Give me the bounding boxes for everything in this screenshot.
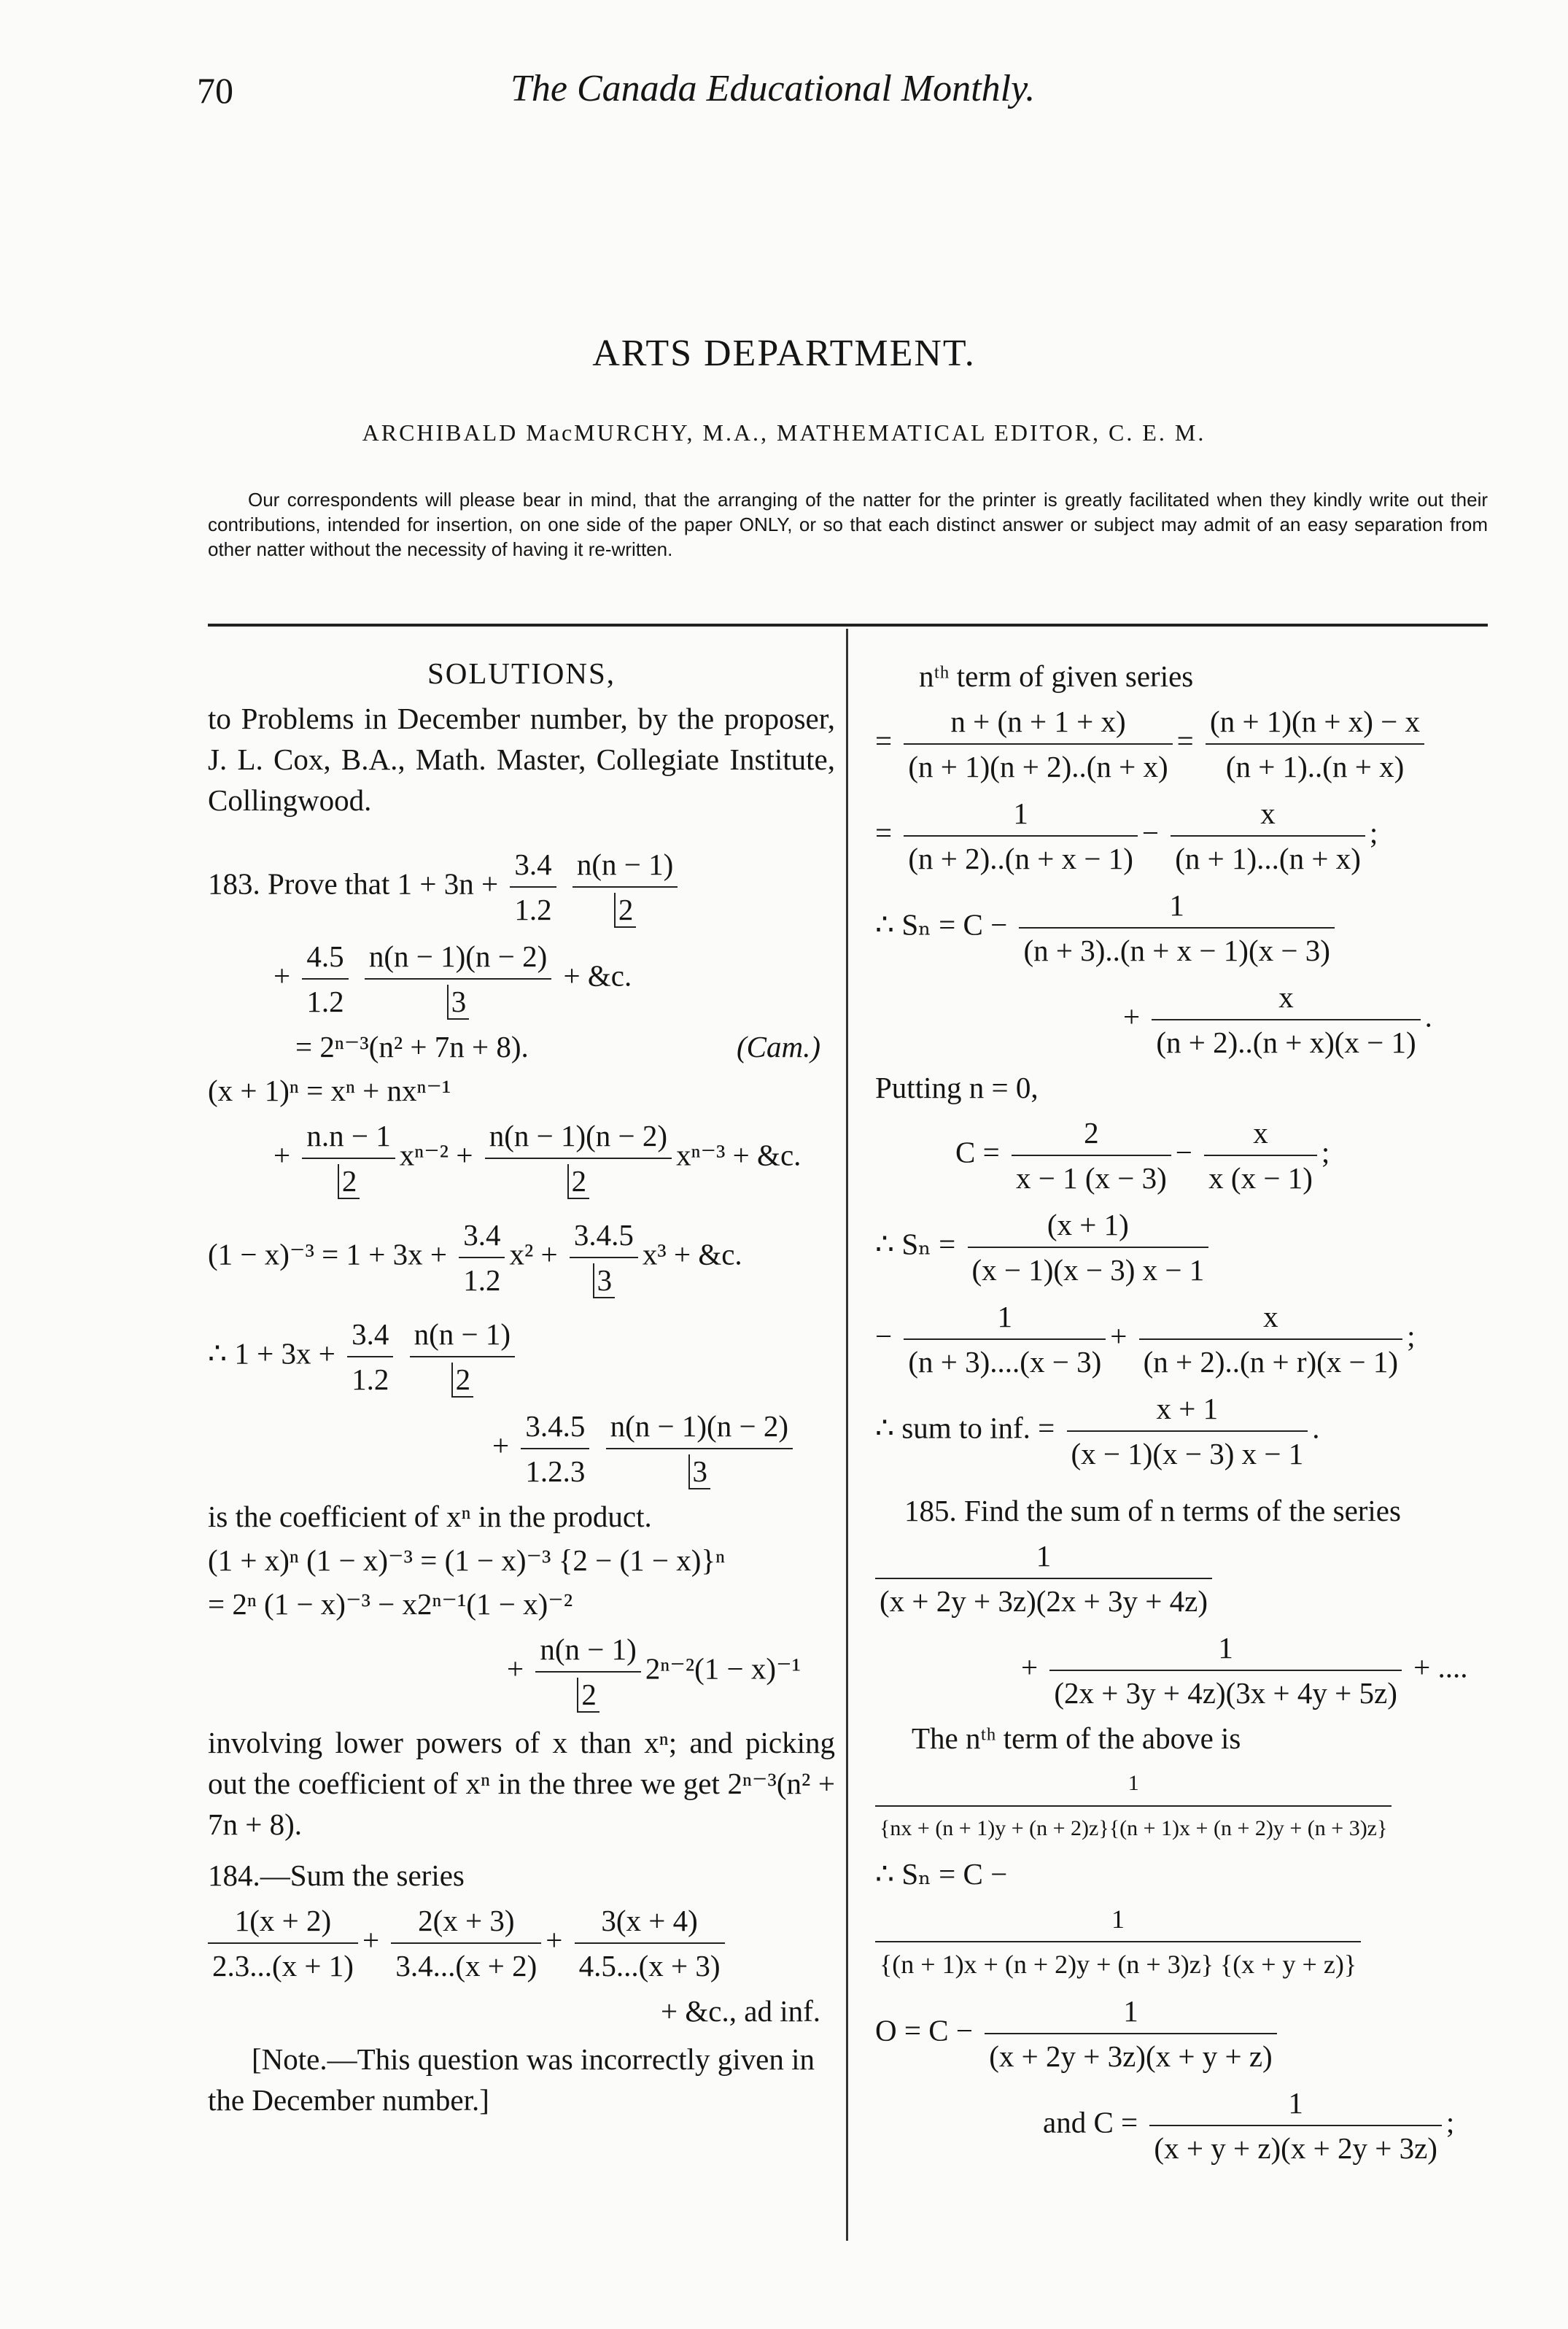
therefore-line: ∴ 1 + 3x + $\frac{3.4}{1.2}$ $\frac{n(n - 1)}{2}$ xyxy=(208,1312,835,1401)
nth-term-label: nᵗʰ term of given series xyxy=(919,659,1194,693)
problem-184: 184.—Sum the series xyxy=(208,1859,465,1892)
sum-to-infinity: ∴ sum to inf. = $\frac{x + 1}{(x - 1)(x - 3) x - 1}$ . xyxy=(875,1387,1502,1476)
c-185-eq: and C = $\frac{1}{(x + y + z)(x + 2y + 3z)}$ ; xyxy=(875,2081,1502,2170)
right-column xyxy=(875,653,1502,2173)
nth-term-185-label: The nᵗʰ term of the above is xyxy=(912,1721,1241,1755)
series-184: $\frac{1(x + 2)}{2.3...(x + 1)}$ + $\frac{2(x + 3)}{3.4...(x + 2)}$ + $\frac{3(x + 4)}{4.5...(x + 3)}$ xyxy=(208,1899,835,1988)
problem-183: 183. Prove that 1 + 3n + $\frac{3.4}{1.2}$ $\frac{n(n - 1)}{2}$ xyxy=(208,842,835,931)
solutions-intro: to Problems in December number, by the proposer, J. L. Cox, B.A., Math. Master, Collegiate Institute, Collingwood. xyxy=(208,702,835,817)
fraction: $\frac{3.4}{1.2}$ xyxy=(510,842,556,931)
sn-eq-1: ∴ Sₙ = C − $\frac{1}{(n + 3)..(n + x - 1)(x - 3)}$ xyxy=(875,883,1502,972)
series-185-2: + $\frac{1}{(2x + 3y + 4z)(3x + 4y + 5z)}$ + .... xyxy=(875,1626,1502,1715)
fraction: $\frac{n(n - 1)}{2}$ xyxy=(573,842,678,931)
note-184: [Note.—This question was incorrectly given in the December number.] xyxy=(208,2042,815,2117)
department-title: ARTS DEPARTMENT. xyxy=(592,333,976,374)
solutions-heading: SOLUTIONS, xyxy=(427,656,616,690)
sn-eq-2: + $\frac{x}{(n + 2)..(n + x)(x - 1)}$ . xyxy=(875,975,1502,1064)
product-line: (1 + x)ⁿ (1 − x)⁻³ = (1 − x)⁻³ {2 − (1 − x)}ⁿ xyxy=(208,1543,726,1577)
sn-185: ∴ Sₙ = C − xyxy=(875,1857,1008,1891)
conclusion-183: involving lower powers of x than xⁿ; and picking out the coefficient of xⁿ in the three we get 2ⁿ⁻³(n² + 7n + 8). xyxy=(208,1726,835,1841)
problem-185: 185. Find the sum of n terms of the series xyxy=(904,1494,1401,1527)
product-line-3: + $\frac{n(n - 1)}{2}$ 2ⁿ⁻²(1 − x)⁻¹ xyxy=(208,1627,835,1716)
problem-183-result: = 2ⁿ⁻³(n² + 7n + 8). (Cam.) xyxy=(295,1030,820,1063)
header-rule xyxy=(208,624,1488,627)
page-number: 70 xyxy=(197,70,233,111)
coefficient-line: is the coefficient of xⁿ in the product. xyxy=(208,1500,652,1533)
series-184-end: + &c., ad inf. xyxy=(661,1994,820,2028)
product-line-2: = 2ⁿ (1 − x)⁻³ − x2ⁿ⁻¹(1 − x)⁻² xyxy=(208,1587,573,1621)
running-title: The Canada Educational Monthly. xyxy=(511,68,1036,109)
problem-183-line2: + $\frac{4.5}{1.2}$ $\frac{n(n - 1)(n - 2)}{3}$ + &c. xyxy=(208,934,835,1023)
c-eq: C = $\frac{2}{x - 1 (x - 3)}$ − $\frac{x}{x (x - 1)}$ ; xyxy=(875,1111,1502,1200)
correspondents-notice xyxy=(208,487,1488,562)
binomial-expansion: (x + 1)ⁿ = xⁿ + nxⁿ⁻¹ xyxy=(208,1074,451,1107)
sn-eq-4: − $\frac{1}{(n + 3)....(x - 3)}$ + $\frac{x}{(n + 2)..(n + r)(x - 1)}$ ; xyxy=(875,1295,1502,1384)
o-eq: O = C − $\frac{1}{(x + 2y + 3z)(x + y + z)}$ xyxy=(875,1989,1502,2078)
column-divider xyxy=(846,629,848,2241)
binomial-expansion-2: + $\frac{n.n - 1}{2}$ xⁿ⁻² + $\frac{n(n - 1)(n - 2)}{2}$ xⁿ⁻³ + &c. xyxy=(208,1114,835,1203)
negative-expansion: (1 − x)⁻³ = 1 + 3x + $\frac{3.4}{1.2}$ x² + $\frac{3.4.5}{3}$ x³ + &c. xyxy=(208,1213,835,1302)
therefore-line-2: + $\frac{3.4.5}{1.2.3}$ $\frac{n(n - 1)(n - 2)}{3}$ xyxy=(208,1404,835,1493)
editor-line: ARCHIBALD MacMURCHY, M.A., MATHEMATICAL EDITOR, C. E. M. xyxy=(362,419,1206,446)
nth-term-eq-1: = $\frac{n + (n + 1 + x)}{(n + 1)(n + 2)..(n + x)}$ = $\frac{(n + 1)(n + x) - x}{(n + 1)..(n + x)}$ xyxy=(875,700,1502,788)
left-column xyxy=(208,653,835,2120)
nth-term-185: $\frac{1}{\{nx + (n + 1)y + (n + 2)z\}\{(n + 1)x + (n + 2)y + (n + 3)z\}}$ xyxy=(875,1762,1502,1851)
sn-185-fraction: $\frac{1}{\{(n + 1)x + (n + 2)y + (n + 3)z\} \{(x + y + z)\}}$ xyxy=(875,1897,1502,1986)
nth-term-eq-2: = $\frac{1}{(n + 2)..(n + x - 1)}$ − $\frac{x}{(n + 1)...(n + x)}$ ; xyxy=(875,791,1502,880)
notice-text: Our correspondents will please bear in mind, that the arranging of the natter for the printer is greatly facilitated when they kindly write out their contributions, intended for insertion, on one side of the paper ONLY, or so that each distinct answer or subject may admit of an easy separation from other natter without the necessity of having it re-written. xyxy=(208,489,1488,560)
series-185-1: $\frac{1}{(x + 2y + 3z)(2x + 3y + 4z)}$ xyxy=(875,1534,1502,1623)
putting-n-zero: Putting n = 0, xyxy=(875,1071,1039,1104)
sn-eq-3: ∴ Sₙ = $\frac{(x + 1)}{(x - 1)(x - 3) x - 1}$ xyxy=(875,1203,1502,1292)
